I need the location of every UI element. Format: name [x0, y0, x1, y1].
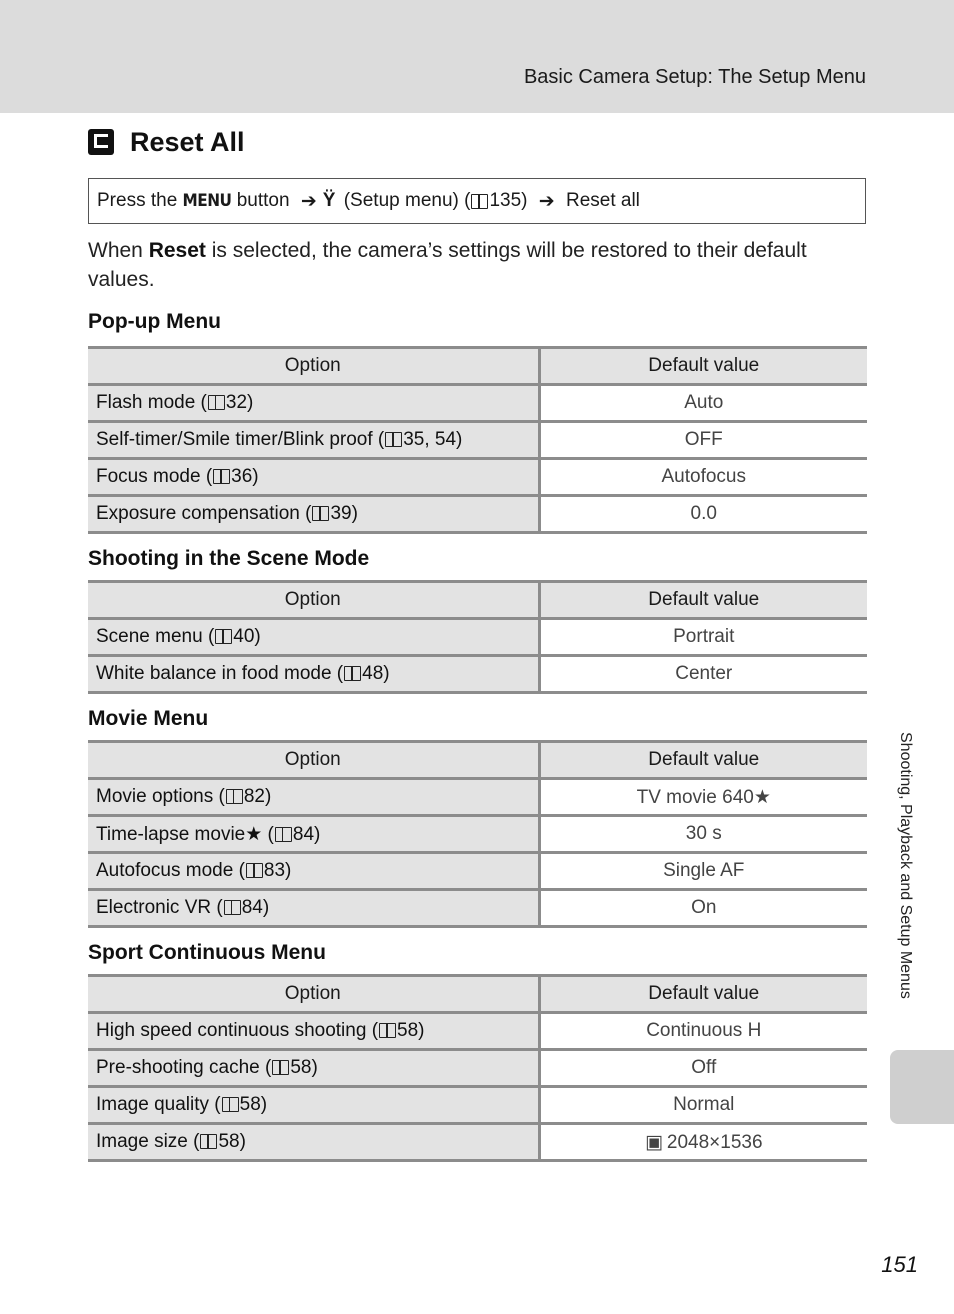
- nav-button-text: button: [231, 190, 295, 211]
- menu-path-box: [88, 178, 866, 224]
- table-row: [88, 422, 867, 459]
- book-icon: [272, 1060, 289, 1075]
- default-value-cell: [539, 1124, 867, 1161]
- default-value-cell: Normal: [539, 1087, 867, 1124]
- book-icon: [344, 666, 361, 681]
- intro-after: is selected, the camera’s settings will be restored to their default values.: [88, 239, 807, 291]
- option-cell: [88, 459, 539, 496]
- book-icon: [224, 900, 241, 915]
- page-title-text: Reset All: [130, 126, 245, 157]
- default-value-cell: Continuous H: [539, 1013, 867, 1050]
- option-label: Image quality (: [96, 1094, 221, 1115]
- option-cell: [88, 1087, 539, 1124]
- column-header-option: Option: [88, 976, 539, 1013]
- reset-all-icon: [88, 129, 114, 155]
- default-value-cell: 0.0: [539, 496, 867, 533]
- page-title: [88, 124, 245, 160]
- book-icon: [471, 194, 488, 209]
- intro-paragraph: [88, 236, 848, 294]
- option-cell: [88, 422, 539, 459]
- default-value-cell: Auto: [539, 385, 867, 422]
- page-ref: 48): [362, 663, 390, 684]
- menu-button-icon: MENU: [182, 191, 232, 211]
- option-cell: [88, 1124, 539, 1161]
- option-cell: [88, 1050, 539, 1087]
- page-ref: 58): [239, 1094, 268, 1115]
- table-row: [88, 459, 867, 496]
- book-icon: [385, 432, 402, 447]
- page-ref: 32): [225, 392, 254, 413]
- nav-setup-menu-text: (Setup menu) (: [338, 190, 471, 211]
- page-ref: 84): [292, 823, 321, 845]
- column-header-option: Option: [88, 582, 539, 619]
- header-band: [0, 0, 954, 113]
- side-chapter-tab: [890, 1050, 954, 1124]
- image-size-3m-icon: ▣: [644, 1131, 663, 1153]
- table-row: [88, 1087, 867, 1124]
- default-value-cell: Off: [539, 1050, 867, 1087]
- book-icon: [312, 506, 329, 521]
- option-cell: [88, 656, 539, 693]
- option-label: Scene menu (: [96, 626, 215, 647]
- column-header-default: Default value: [539, 976, 867, 1013]
- option-label: Time-lapse movie★ (: [96, 823, 274, 845]
- table-header-row: [88, 742, 867, 779]
- popup-menu-table: [88, 346, 867, 534]
- book-icon: [213, 469, 230, 484]
- column-header-option: Option: [88, 348, 539, 385]
- table-header-row: [88, 348, 867, 385]
- column-header-default: Default value: [539, 582, 867, 619]
- table-row: [88, 1050, 867, 1087]
- table-row: [88, 816, 867, 853]
- column-header-default: Default value: [539, 348, 867, 385]
- section-heading-sport-continuous: Sport Continuous Menu: [88, 941, 326, 964]
- option-label: Autofocus mode (: [96, 860, 245, 881]
- nav-destination: Reset all: [560, 190, 640, 211]
- scene-mode-table: [88, 580, 867, 694]
- page-ref: 36): [231, 466, 259, 487]
- default-value-cell: Autofocus: [539, 459, 867, 496]
- running-header: Basic Camera Setup: The Setup Menu: [523, 66, 866, 88]
- table-header-row: [88, 976, 867, 1013]
- intro-before: When: [88, 239, 149, 262]
- book-icon: [208, 395, 225, 410]
- option-label: High speed continuous shooting (: [96, 1020, 379, 1041]
- page-ref: 58): [290, 1057, 318, 1078]
- movie-menu-table: [88, 740, 867, 928]
- option-label: Pre-shooting cache (: [96, 1057, 272, 1078]
- section-heading-scene-mode: Shooting in the Scene Mode: [88, 547, 370, 570]
- table-row: [88, 853, 867, 890]
- nav-press-text: Press the: [97, 190, 183, 211]
- option-cell: [88, 890, 539, 927]
- image-size-value: 2048×1536: [666, 1131, 763, 1153]
- option-cell: [88, 496, 539, 533]
- column-header-option: Option: [88, 742, 539, 779]
- page-ref: 82): [243, 786, 272, 807]
- nav-after-ref: ): [521, 190, 533, 211]
- nav-page-ref: 135: [489, 190, 522, 211]
- table-row: [88, 779, 867, 816]
- page-ref: 39): [330, 503, 358, 524]
- table-row: [88, 1124, 867, 1161]
- option-label: Exposure compensation (: [96, 503, 312, 524]
- table-row: [88, 385, 867, 422]
- table-header-row: [88, 582, 867, 619]
- table-row: [88, 656, 867, 693]
- default-value-cell: TV movie 640★: [539, 779, 867, 816]
- table-row: [88, 1013, 867, 1050]
- option-cell: [88, 816, 539, 853]
- option-cell: [88, 853, 539, 890]
- book-icon: [215, 629, 232, 644]
- option-cell: [88, 1013, 539, 1050]
- option-label: Electronic VR (: [96, 897, 223, 918]
- book-icon: [275, 827, 292, 842]
- book-icon: [226, 789, 243, 804]
- table-row: [88, 619, 867, 656]
- book-icon: [246, 863, 263, 878]
- default-value-cell: Single AF: [539, 853, 867, 890]
- arrow-right-icon: ➔: [300, 190, 317, 212]
- option-cell: [88, 385, 539, 422]
- option-label: Focus mode (: [96, 466, 213, 487]
- book-icon: [200, 1134, 217, 1149]
- page-ref: 40): [233, 626, 261, 647]
- default-value-cell: OFF: [539, 422, 867, 459]
- page-number: 151: [881, 1252, 918, 1277]
- column-header-default: Default value: [539, 742, 867, 779]
- section-heading-popup-menu: Pop-up Menu: [88, 310, 221, 333]
- option-cell: [88, 619, 539, 656]
- wrench-icon: Ÿ: [322, 190, 336, 211]
- option-label: Flash mode (: [96, 392, 207, 413]
- default-value-cell: Portrait: [539, 619, 867, 656]
- default-value-cell: On: [539, 890, 867, 927]
- book-icon: [222, 1097, 239, 1112]
- page-ref: 83): [263, 860, 292, 881]
- sport-continuous-table: [88, 974, 867, 1162]
- side-chapter-label: Shooting, Playback and Setup Menus: [897, 732, 914, 999]
- option-label: Self-timer/Smile timer/Blink proof (: [96, 429, 385, 450]
- book-icon: [379, 1023, 396, 1038]
- table-row: [88, 890, 867, 927]
- page-ref: 35, 54): [403, 429, 463, 450]
- intro-bold: Reset: [148, 239, 206, 262]
- default-value-cell: Center: [539, 656, 867, 693]
- default-value-cell: 30 s: [539, 816, 867, 853]
- option-cell: [88, 779, 539, 816]
- option-label: Image size (: [96, 1131, 200, 1152]
- table-row: [88, 496, 867, 533]
- arrow-right-icon: ➔: [538, 190, 555, 212]
- page-ref: 84): [241, 897, 270, 918]
- option-label: Movie options (: [96, 786, 225, 807]
- option-label: White balance in food mode (: [96, 663, 344, 684]
- section-heading-movie-menu: Movie Menu: [88, 707, 209, 730]
- page-ref: 58): [218, 1131, 246, 1152]
- page-ref: 58): [397, 1020, 425, 1041]
